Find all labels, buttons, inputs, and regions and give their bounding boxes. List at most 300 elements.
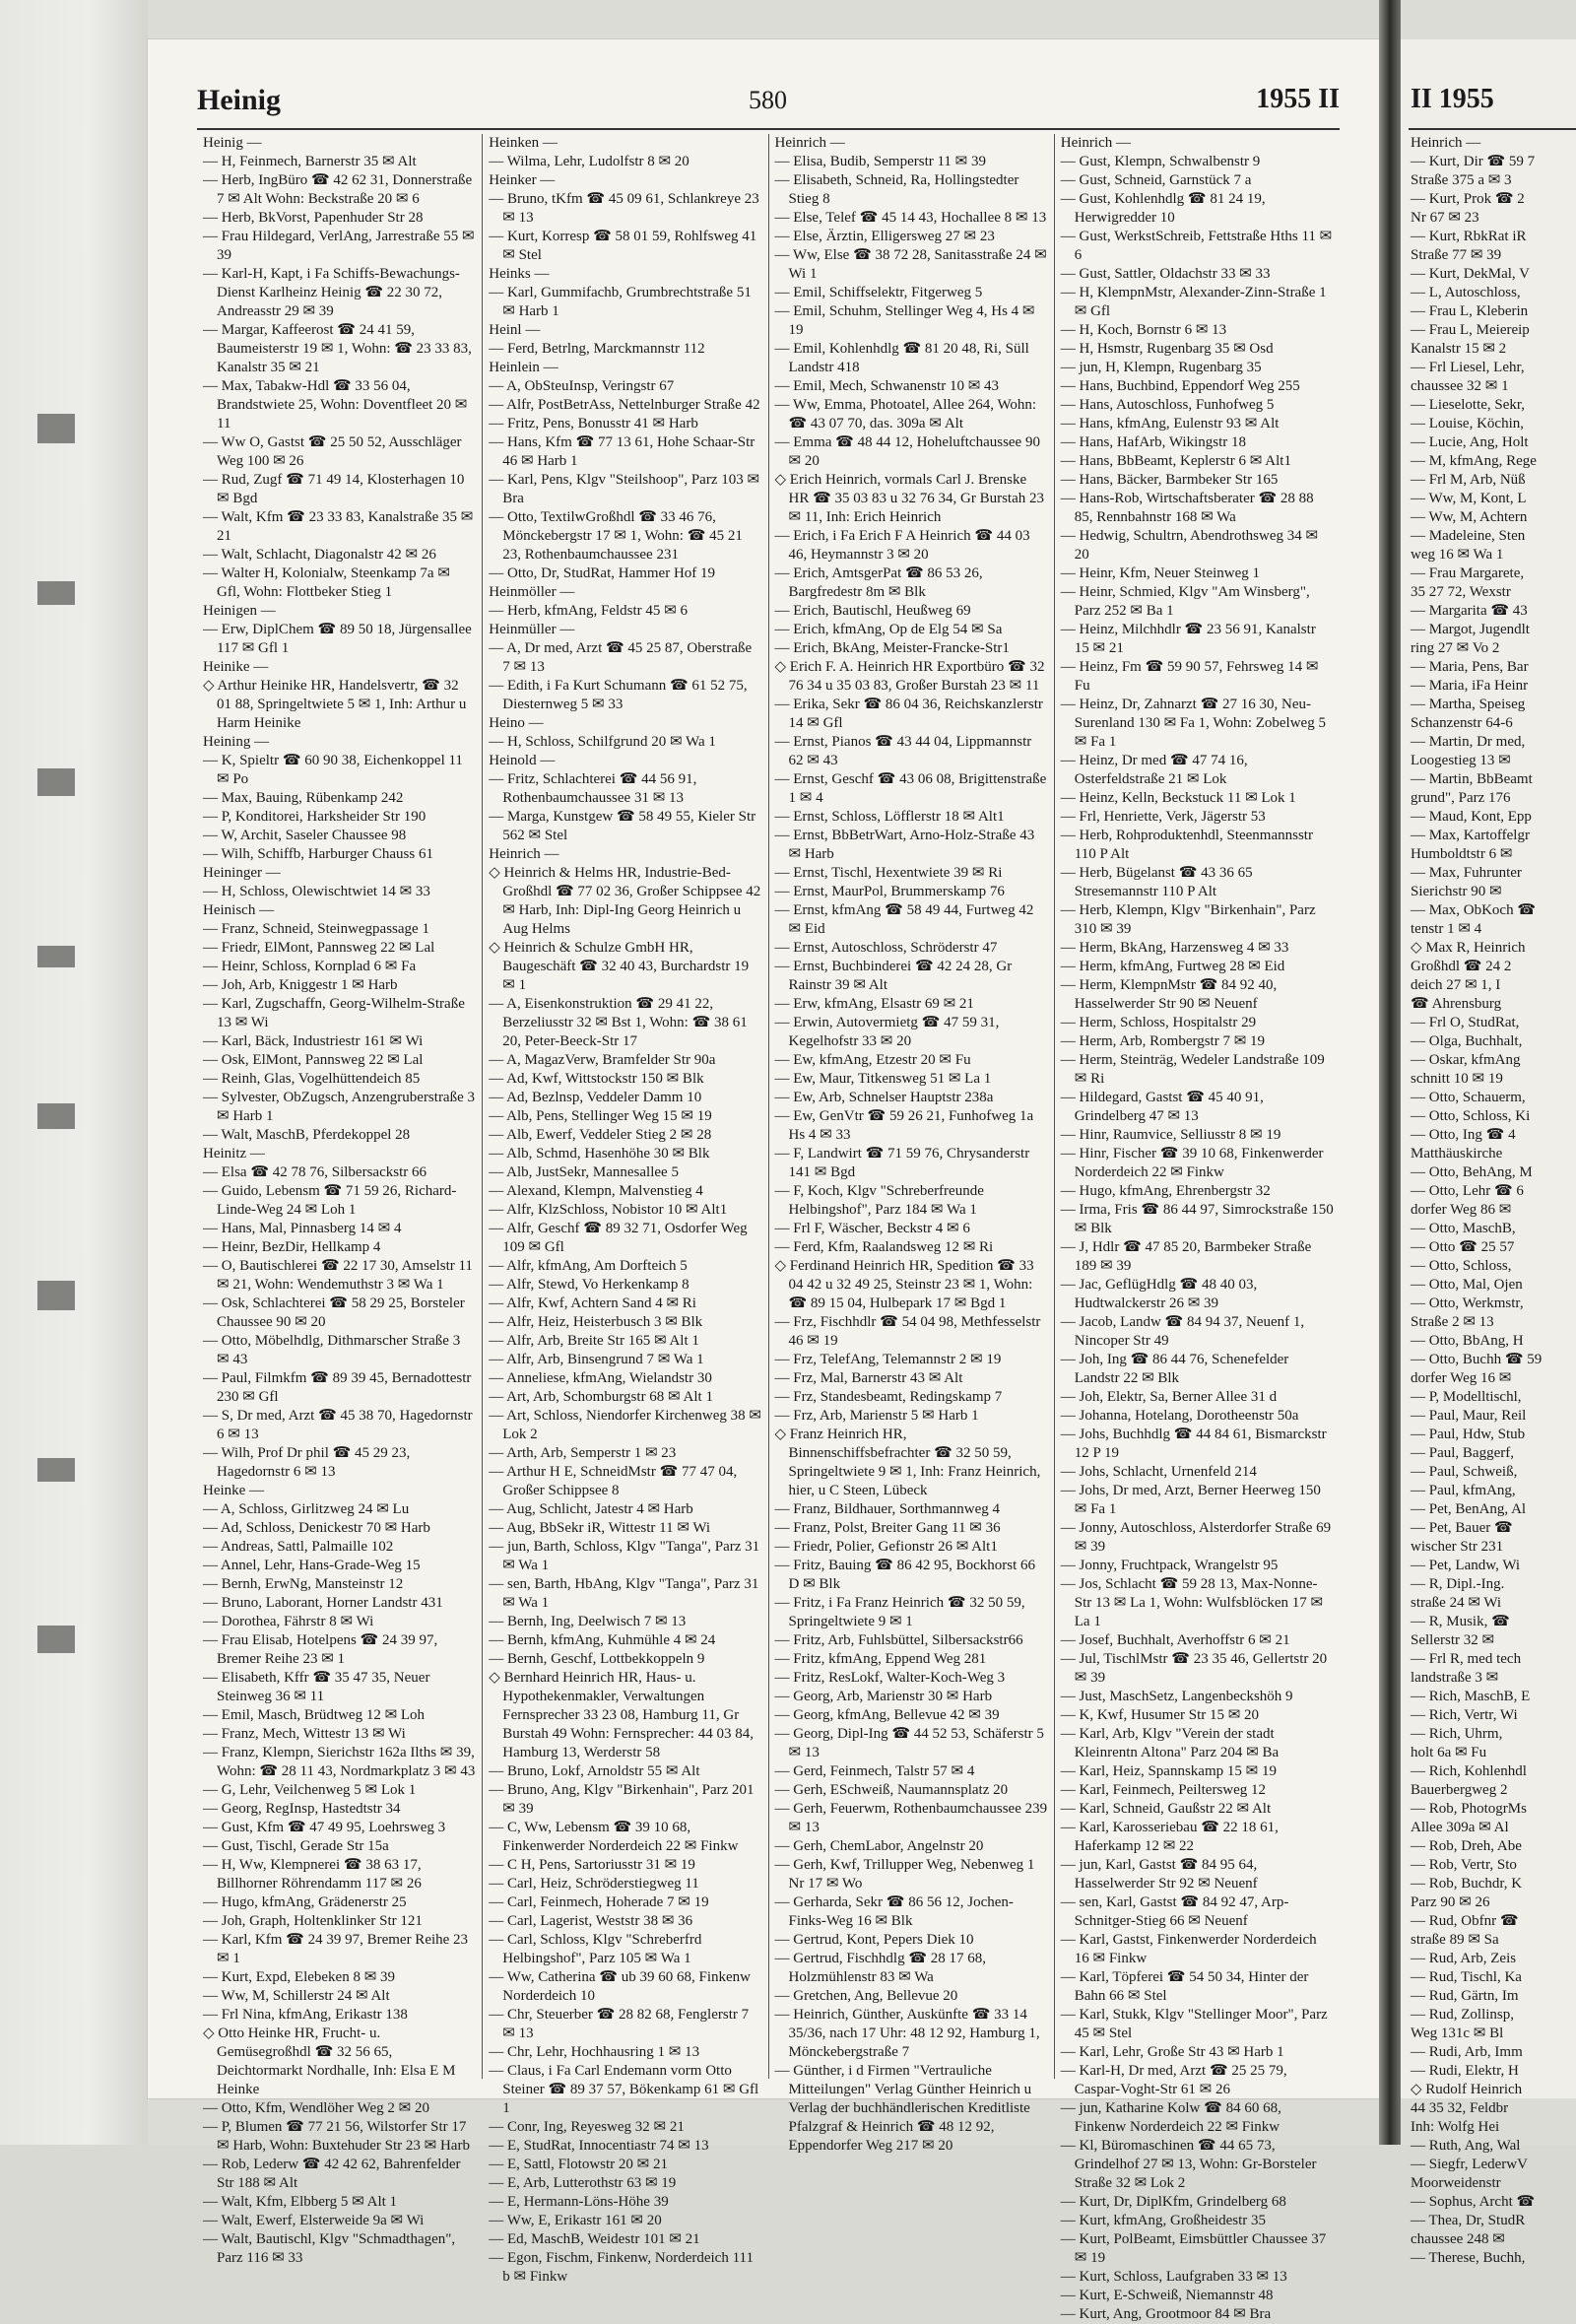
facing-page: [1401, 39, 1576, 2266]
directory-entry: — Gust, Kohlenhdlg ☎ 81 24 19, Herwigredder 10: [1060, 191, 1266, 226]
directory-entry: — Ferd, Kfm, Raalandsweg 12 ✉ Ri: [774, 1239, 994, 1255]
facing-entry: — Rob, Dreh, Abe: [1411, 1838, 1522, 1854]
facing-entry: — Rudi, Elektr, H: [1411, 2063, 1519, 2079]
directory-entry: — Conr, Ing, Reyesweg 32 ✉ 21: [489, 2119, 685, 2135]
directory-entry: — Ernst, Autoschloss, Schröderstr 47: [774, 940, 998, 956]
directory-entry: — Gust, WerkstSchreib, Fettstraße Hths 11 ✉ 6: [1060, 229, 1333, 263]
directory-entry: — Andreas, Sattl, Palmaille 102: [203, 1539, 394, 1555]
scan-mark: [37, 1458, 75, 1482]
directory-entry: — Karl, Zugschaffn, Georg-Wilhelm-Straße 13 ✉ Wi: [203, 996, 465, 1030]
directory-entry: — Jac, GeflügHdlg ☎ 48 40 03, Hudtwalckerstr 26 ✉ 39: [1060, 1277, 1258, 1311]
directory-entry: — Bruno, Lokf, Arnoldstr 55 ✉ Alt: [489, 1763, 700, 1779]
directory-entry: — Max, Tabakw-Hdl ☎ 33 56 04, Brandstwiete 25, Wohn: Doventfleet 20 ✉ 11: [203, 378, 468, 432]
directory-entry: Heinitz —: [203, 1146, 265, 1162]
directory-entry: — Hedwig, Schultrn, Abendrothsweg 34 ✉ 20: [1060, 528, 1319, 563]
directory-entry: — Friedr, ElMont, Pannsweg 22 ✉ Lal: [203, 940, 435, 956]
directory-entry: — Heinz, Kelln, Beckstuck 11 ✉ Lok 1: [1060, 790, 1296, 806]
directory-entry: — Georg, RegInsp, Hastedtstr 34: [203, 1801, 401, 1817]
directory-entry: — Bernh, Ing, Deelwisch 7 ✉ 13: [489, 1614, 687, 1629]
directory-entry: — Chr, Lehr, Hochhausring 1 ✉ 13: [489, 2044, 700, 2060]
scan-mark: [37, 581, 75, 605]
directory-entry: — Alfr, PostBetrAss, Nettelnburger Straße 42: [489, 397, 760, 413]
directory-entry: — Else, Telef ☎ 45 14 43, Hochallee 8 ✉ 13: [774, 210, 1047, 226]
directory-entry: — Osk, Schlachterei ☎ 58 29 25, Borsteler Chaussee 90 ✉ 20: [203, 1295, 465, 1330]
facing-entry: Bauerbergweg 2: [1411, 1782, 1508, 1798]
directory-entry: — Ad, Kwf, Wittstockstr 150 ✉ Blk: [489, 1071, 704, 1087]
facing-entry: — Ww, M, Kont, L: [1411, 491, 1527, 506]
directory-entry: — Walt, Ewerf, Elsterweide 9a ✉ Wi: [203, 2213, 425, 2228]
directory-entry: — Erich, kfmAng, Op de Elg 54 ✉ Sa: [774, 622, 1003, 637]
facing-entry: — Paul, Maur, Reil: [1411, 1408, 1527, 1424]
directory-entry: — Alexand, Klempn, Malvenstieg 4: [489, 1183, 703, 1199]
directory-entry: — Jonny, Fruchtpack, Wrangelstr 95: [1060, 1558, 1279, 1573]
directory-entry: ◇ Erich F. A. Heinrich HR Exportbüro ☎ 32 76 34 u 35 03 83, Großer Burstah 23 ✉ 11: [774, 659, 1045, 694]
directory-entry: — Ww, Catherina ☎ ub 39 60 68, Finkenw Norderdeich 10: [489, 1969, 751, 2004]
directory-entry: — H, Schloss, Schilfgrund 20 ✉ Wa 1: [489, 734, 716, 750]
facing-entry: — Sophus, Archt ☎: [1411, 2194, 1536, 2210]
directory-entry: — Aug, Schlicht, Jatestr 4 ✉ Harb: [489, 1501, 693, 1517]
scan-mark: [37, 946, 75, 967]
facing-entry: — Frl M, Arb, Nüß: [1411, 472, 1526, 488]
directory-entry: — Karl, Lehr, Große Str 43 ✉ Harb 1: [1060, 2044, 1284, 2060]
directory-entry: — P, Blumen ☎ 77 21 56, Wilstorfer Str 17 ✉ Harb, Wohn: Buxtehuder Str 23 ✉ Harb: [203, 2119, 470, 2154]
directory-entry: — Jacob, Landw ☎ 84 94 37, Neuenf 1, Nincoper Str 49: [1060, 1314, 1305, 1349]
facing-entry: landstraße 3 ✉: [1411, 1670, 1499, 1686]
directory-entry: — Karl, Pens, Klgv "Steilshoop", Parz 103 ✉ Bra: [489, 472, 760, 506]
directory-entry: — Rob, Lederw ☎ 42 42 62, Bahrenfelder Str 188 ✉ Alt: [203, 2157, 461, 2191]
directory-entry: — Karl, Töpferei ☎ 54 50 34, Hinter der Bahn 66 ✉ Stel: [1060, 1969, 1309, 2004]
directory-entry: — Ew, Arb, Schnelser Hauptstr 238a: [774, 1090, 994, 1105]
directory-entry: — Franz, Bildhauer, Sorthmannweg 4: [774, 1501, 1001, 1517]
directory-entry: — Hinr, Raumvice, Selliusstr 8 ✉ 19: [1060, 1127, 1281, 1143]
directory-entry: Heinlein —: [489, 360, 558, 375]
directory-entry: — Walt, Schlacht, Diagonalstr 42 ✉ 26: [203, 547, 436, 563]
facing-entry: — Therese, Buchh,: [1411, 2250, 1526, 2266]
facing-entry: — Rudi, Arb, Imm: [1411, 2044, 1523, 2060]
directory-entry: — Herb, Klempn, Klgv "Birkenhain", Parz 310 ✉ 39: [1060, 902, 1316, 937]
directory-entry: ◇ Heinrich & Schulze GmbH HR, Baugeschäft ☎ 32 40 43, Burchardstr 19 ✉ 1: [489, 940, 750, 993]
facing-entry: — Margot, Jugendlt: [1411, 622, 1530, 637]
directory-entry: Heinike —: [203, 659, 269, 675]
directory-entry: — Heinrich, Günther, Auskünfte ☎ 33 14 35/36, nach 17 Uhr: 48 12 92, Hamburg 1, Mönckebergstraße 7: [774, 2007, 1040, 2060]
facing-entry: Straße 2 ✉ 13: [1411, 1314, 1494, 1330]
directory-entry: ◇ Heinrich & Helms HR, Industrie-Bed-Großhdl ☎ 77 02 36, Großer Schippsee 42 ✉ Harb, Inh: Dipl-Ing Georg Heinrich u Aug Helms: [489, 865, 761, 937]
directory-entry: — O, Bautischlerei ☎ 22 17 30, Amselstr 11 ✉ 21, Wohn: Wendemuthstr 3 ✉ Wa 1: [203, 1258, 473, 1293]
directory-entry: — Bernh, kfmAng, Kuhmühle 4 ✉ 24: [489, 1632, 716, 1648]
facing-entry: Heinrich —: [1411, 135, 1481, 151]
facing-entry: — Max, Kartoffelgr: [1411, 828, 1530, 843]
directory-entry: — Georg, kfmAng, Bellevue 42 ✉ 39: [774, 1707, 1000, 1723]
directory-entry: — Georg, Arb, Marienstr 30 ✉ Harb: [774, 1689, 993, 1704]
facing-entry: — Oskar, kfmAng: [1411, 1052, 1521, 1068]
directory-entry: — G, Lehr, Veilchenweg 5 ✉ Lok 1: [203, 1782, 417, 1798]
directory-entry: — Alfr, Arb, Breite Str 165 ✉ Alt 1: [489, 1333, 699, 1349]
directory-entry: — Elsa ☎ 42 78 76, Silbersackstr 66: [203, 1164, 427, 1180]
facing-entry: — Olga, Buchhalt,: [1411, 1033, 1523, 1049]
facing-entry: wischer Str 231: [1411, 1539, 1504, 1555]
facing-entry: Parz 90 ✉ 26: [1411, 1894, 1490, 1910]
directory-entry: — jun, Barth, Schloss, Klgv "Tanga", Parz 31 ✉ Wa 1: [489, 1539, 760, 1573]
directory-entry: — Karl, Kfm ☎ 24 39 97, Bremer Reihe 23 ✉ 1: [203, 1932, 469, 1966]
directory-entry: — Walter H, Kolonialw, Steenkamp 7a ✉ Gfl, Wohn: Flottbeker Stieg 1: [203, 565, 450, 600]
directory-entry: — K, Kwf, Husumer Str 15 ✉ 20: [1060, 1707, 1260, 1723]
facing-entry: — Rud, Tischl, Ka: [1411, 1969, 1522, 1985]
directory-entry: — S, Dr med, Arzt ☎ 45 38 70, Hagedornstr 6 ✉ 13: [203, 1408, 473, 1442]
facing-entry: dorfer Weg 86 ✉: [1411, 1202, 1512, 1218]
facing-entry: dorfer Weg 16 ✉: [1411, 1370, 1512, 1386]
page-number: 580: [749, 86, 787, 114]
facing-entry: — R, Dipl.-Ing.: [1411, 1576, 1505, 1592]
directory-entry: — Erw, DiplChem ☎ 89 50 18, Jürgensallee 117 ✉ Gfl 1: [203, 622, 472, 656]
directory-entry: — Alb, Ewerf, Veddeler Stieg 2 ✉ 28: [489, 1127, 712, 1143]
directory-entry: — Gerd, Feinmech, Talstr 57 ✉ 4: [774, 1763, 975, 1779]
facing-entry: — Ruth, Ang, Wal: [1411, 2138, 1521, 2154]
directory-entry: — Emil, Schiffselektr, Fitgerweg 5: [774, 285, 983, 300]
directory-entry: — Franz, Mech, Wittestr 13 ✉ Wi: [203, 1726, 406, 1742]
facing-entry: — R, Musik, ☎: [1411, 1614, 1510, 1629]
directory-entry: — Kurt, kfmAng, Großheidestr 35: [1060, 2213, 1267, 2228]
directory-entry: — E, StudRat, Innocentiastr 74 ✉ 13: [489, 2138, 709, 2154]
directory-entry: — Franz, Klempn, Sierichstr 162a Ilths ✉ 39, Wohn: ☎ 28 11 43, Nordmarkplatz 3 ✉ 43: [203, 1745, 476, 1779]
facing-entry: — Rich, MaschB, E: [1411, 1689, 1531, 1704]
directory-entry: — Elisa, Budib, Semperstr 11 ✉ 39: [774, 154, 986, 169]
directory-entry: — Alfr, Kwf, Achtern Sand 4 ✉ Ri: [489, 1295, 696, 1311]
directory-entry: — Bernh, Geschf, Lottbekkoppeln 9: [489, 1651, 705, 1667]
scan-mark: [37, 1626, 75, 1653]
facing-entry: — Otto, Lehr ☎ 6: [1411, 1183, 1524, 1199]
directory-entry: — Emil, Masch, Brüdtweg 12 ✉ Loh: [203, 1707, 426, 1723]
directory-entry: — Frl Nina, kfmAng, Erikastr 138: [203, 2007, 408, 2023]
directory-entry: — Ernst, Buchbinderei ☎ 42 24 28, Gr Rainstr 39 ✉ Alt: [774, 959, 1013, 993]
directory-entry: — Carl, Feinmech, Hoherade 7 ✉ 19: [489, 1894, 709, 1910]
directory-entry: — Bernh, ErwNg, Mansteinstr 12: [203, 1576, 404, 1592]
directory-entry: — H, Ww, Klempnerei ☎ 38 63 17, Billhorner Röhrendamm 117 ✉ 26: [203, 1857, 422, 1892]
directory-entry: Heinmöller —: [489, 584, 575, 600]
directory-entry: — H, Hsmstr, Rugenbarg 35 ✉ Osd: [1060, 341, 1274, 357]
running-head-year: 1955 II: [1256, 84, 1340, 114]
facing-entry: deich 27 ✉ 1, I: [1411, 977, 1501, 993]
directory-entry: — Hans, kfmAng, Eulenstr 93 ✉ Alt: [1060, 416, 1280, 432]
directory-entry: — Gerh, ChemLabor, Angelnstr 20: [774, 1838, 984, 1854]
directory-entry: — Herm, KlempnMstr ☎ 84 92 40, Hasselwerder Str 90 ✉ Neuenf: [1060, 977, 1278, 1012]
facing-entry: — Kurt, Dir ☎ 59 7: [1411, 154, 1536, 169]
facing-entry: — Martin, Dr med,: [1411, 734, 1526, 750]
facing-entry: — Rich, Kohlenhdl: [1411, 1763, 1527, 1779]
directory-entry: — jun, H, Klempn, Rugenbarg 35: [1060, 360, 1262, 375]
directory-entry: — Johs, Schlacht, Urnenfeld 214: [1060, 1464, 1257, 1480]
directory-entry: — Else, Ärztin, Elligersweg 27 ✉ 23: [774, 229, 995, 244]
directory-entry: — Carl, Heiz, Schröderstiegweg 11: [489, 1876, 699, 1892]
facing-entry: — Frl Liesel, Lehr,: [1411, 360, 1525, 375]
directory-entry: ◇ Bernhard Heinrich HR, Haus- u. Hypothekenmakler, Verwaltungen Fernsprecher 33 23 08, Hamburg 11, Gr Burstah 49 Wohn: Fernsprecher: 44 03 84, Hamburg 13, Werderstr 58: [489, 1670, 754, 1760]
directory-entry: Heinrich —: [774, 135, 845, 151]
directory-entry: — Just, MaschSetz, Langenbeckshöh 9: [1060, 1689, 1293, 1704]
directory-entry: — Margar, Kaffeerost ☎ 24 41 59, Baumeisterstr 19 ✉ 1, Wohn: ☎ 23 33 83, Kanalstr 35 ✉ 21: [203, 322, 472, 375]
facing-entry: — L, Autoschloss,: [1411, 285, 1521, 300]
page-header: [197, 84, 1340, 123]
directory-entry: — Herm, Schloss, Hospitalstr 29: [1060, 1015, 1257, 1030]
directory-entry: — Gust, Schneid, Garnstück 7 a: [1060, 172, 1252, 188]
facing-entry: Matthäuskirche: [1411, 1146, 1503, 1162]
directory-entry: — Joh, Elektr, Sa, Berner Allee 31 d: [1060, 1389, 1278, 1405]
scan-mark: [37, 1103, 75, 1129]
facing-entry: — Lieselotte, Sekr,: [1411, 397, 1526, 413]
facing-entry: — Rud, Gärtn, Im: [1411, 1988, 1519, 2004]
directory-entry: — Alb, Schmd, Hasenhöhe 30 ✉ Blk: [489, 1146, 710, 1162]
facing-entry: — Paul, Baggerf,: [1411, 1445, 1514, 1461]
facing-entry: Humboldtstr 6 ✉: [1411, 846, 1513, 862]
directory-entry: — Jonny, Autoschloss, Alsterdorfer Straße 69 ✉ 39: [1060, 1520, 1332, 1555]
directory-entry: — Herm, BkAng, Harzensweg 4 ✉ 33: [1060, 940, 1289, 956]
directory-entry: — Johs, Buchhdlg ☎ 44 84 61, Bismarckstr 12 P 19: [1060, 1427, 1327, 1461]
directory-entry: — Karl, Gastst, Finkenwerder Norderdeich 16 ✉ Finkw: [1060, 1932, 1317, 1966]
facing-entry: — Maria, Pens, Bar: [1411, 659, 1529, 675]
directory-entry: Heining —: [203, 734, 270, 750]
facing-entry: — Rud, Obfnr ☎: [1411, 1913, 1519, 1929]
facing-entry: straße 24 ✉ Wi: [1411, 1595, 1502, 1611]
facing-entry: — Maria, iFa Heinr: [1411, 678, 1529, 694]
facing-entry: grund", Parz 176: [1411, 790, 1511, 806]
directory-entry: Heinold —: [489, 753, 556, 768]
directory-entry: Heinken —: [489, 135, 558, 151]
facing-entry: — Rob, PhotogrMs: [1411, 1801, 1527, 1817]
directory-entry: — Günther, i d Firmen "Vertrauliche Mitteilungen" Verlag Günther Heinrich u Verlag der buchhändlerischen Kreditliste Pfalzgraf & Heinrich ☎ 48 12 92, Eppendorfer Weg 217 ✉ 20: [774, 2063, 1032, 2154]
directory-entry: — Gertrud, Fischhdlg ☎ 28 17 68, Holzmühlenstr 83 ✉ Wa: [774, 1951, 987, 1985]
directory-entry: — Gust, Klempn, Schwalbenstr 9: [1060, 154, 1261, 169]
directory-entry: — Walt, MaschB, Pferdekoppel 28: [203, 1127, 411, 1143]
directory-entry: — H, Schloss, Olewischtwiet 14 ✉ 33: [203, 884, 430, 899]
directory-entry: — Emil, Mech, Schwanenstr 10 ✉ 43: [774, 378, 1000, 394]
directory-entry: — Gust, Sattler, Oldachstr 33 ✉ 33: [1060, 266, 1271, 282]
facing-entry: Sierichstr 90 ✉: [1411, 884, 1502, 899]
directory-entry: — Guido, Lebensm ☎ 71 59 26, Richard-Linde-Weg 24 ✉ Loh 1: [203, 1183, 457, 1218]
directory-entry: — Herb, Rohproduktenhdl, Steenmannsstr 110 P Alt: [1060, 828, 1313, 862]
directory-entry: — Herb, BkVorst, Papenhuder Str 28: [203, 210, 424, 226]
facing-page-entries: [1411, 134, 1576, 2268]
directory-entry: ◇ Ferdinand Heinrich HR, Spedition ☎ 33 04 42 u 32 49 25, Steinstr 23 ✉ 1, Wohn: ☎ 89 15 04, Hulbepark 17 ✉ Bgd 1: [774, 1258, 1034, 1311]
directory-entry: — Friedr, Polier, Gefionstr 26 ✉ Alt1: [774, 1539, 998, 1555]
directory-entry: — Elisabeth, Kffr ☎ 35 47 35, Neuer Steinweg 36 ✉ 11: [203, 1670, 430, 1704]
facing-entry: — Frau Margarete,: [1411, 565, 1525, 581]
facing-entry: straße 89 ✉ Sa: [1411, 1932, 1499, 1948]
facing-entry: — Kurt, RbkRat iR: [1411, 229, 1527, 244]
column-4: [1055, 134, 1340, 2322]
directory-entry: — Kurt, Schloss, Laufgraben 33 ✉ 13: [1060, 2269, 1287, 2285]
directory-entry: — Joh, Arb, Kniggestr 1 ✉ Harb: [203, 977, 398, 993]
directory-entry: — P, Konditorei, Harksheider Str 190: [203, 809, 427, 825]
directory-entry: — Karl, Stukk, Klgv "Stellinger Moor", Parz 45 ✉ Stel: [1060, 2007, 1328, 2041]
facing-entry: Weg 131c ✉ Bl: [1411, 2025, 1504, 2041]
directory-entry: — H, KlempnMstr, Alexander-Zinn-Straße 1 ✉ Gfl: [1060, 285, 1327, 319]
directory-entry: — Ww, Else ☎ 38 72 28, Sanitasstraße 24 ✉ Wi 1: [774, 247, 1047, 282]
directory-entry: — Fritz, Bauing ☎ 86 42 95, Bockhorst 66 D ✉ Blk: [774, 1558, 1036, 1592]
directory-entry: — Annel, Lehr, Hans-Grade-Weg 15: [203, 1558, 421, 1573]
directory-entry: — Frz, Mal, Barnerstr 43 ✉ Alt: [774, 1370, 963, 1386]
directory-entry: — Ernst, kfmAng ☎ 58 49 44, Furtweg 42 ✉ Eid: [774, 902, 1034, 937]
directory-entry: — W, Archit, Saseler Chaussee 98: [203, 828, 407, 843]
directory-entry: — Gerh, Feuerwm, Rothenbaumchaussee 239 ✉ 13: [774, 1801, 1048, 1835]
directory-entry: — Hans, HafArb, Wikingstr 18: [1060, 434, 1247, 450]
directory-entry: — Karl, Feinmech, Peiltersweg 12: [1060, 1782, 1267, 1798]
directory-entry: Heinisch —: [203, 902, 275, 918]
directory-entry: Heinl —: [489, 322, 541, 338]
directory-entry: — Arth, Arb, Semperstr 1 ✉ 23: [489, 1445, 677, 1461]
directory-entry: — Sylvester, ObZugsch, Anzengruberstraße 3 ✉ Harb 1: [203, 1090, 475, 1124]
directory-entry: — Irma, Fris ☎ 86 44 97, Simrockstraße 150 ✉ Blk: [1060, 1202, 1334, 1236]
facing-entry: — Paul, kfmAng,: [1411, 1483, 1516, 1498]
book-gutter: [1379, 0, 1401, 2145]
facing-entry: Straße 77 ✉ 39: [1411, 247, 1502, 263]
facing-entry: — Otto, MaschB,: [1411, 1221, 1516, 1236]
directory-entry: Heino —: [489, 715, 544, 731]
directory-entry: — Bruno, tKfm ☎ 45 09 61, Schlankreye 23 ✉ 13: [489, 191, 759, 226]
directory-entry: — Jos, Schlacht ☎ 59 28 13, Max-Nonne-Str 13 ✉ La 1, Wohn: Wulfsblöcken 17 ✉ La 1: [1060, 1576, 1324, 1629]
directory-entry: — Alfr, Stewd, Vo Herkenkamp 8: [489, 1277, 690, 1293]
directory-entry: — H, Koch, Bornstr 6 ✉ 13: [1060, 322, 1227, 338]
directory-entry: — Karl-H, Dr med, Arzt ☎ 25 25 79, Caspar-Voght-Str 61 ✉ 26: [1060, 2063, 1287, 2097]
directory-entry: — Ed, MaschB, Weidestr 101 ✉ 21: [489, 2231, 700, 2247]
directory-entry: — Emil, Kohlenhdlg ☎ 81 20 48, Ri, Süll Landstr 418: [774, 341, 1029, 375]
facing-entry: Nr 67 ✉ 23: [1411, 210, 1479, 226]
facing-entry: — Martin, BbBeamt: [1411, 771, 1533, 787]
facing-entry: Sellerstr 32 ✉: [1411, 1632, 1495, 1648]
directory-entry: — Alfr, Arb, Binsengrund 7 ✉ Wa 1: [489, 1352, 704, 1367]
directory-entry: — Karl, Schneid, Gaußstr 22 ✉ Alt: [1060, 1801, 1272, 1817]
directory-entry: — Fritz, ResLokf, Walter-Koch-Weg 3: [774, 1670, 1006, 1686]
scan-mark: [37, 1281, 75, 1310]
facing-entry: — Otto, Mal, Ojen: [1411, 1277, 1523, 1293]
left-margin-strip: [0, 0, 148, 2145]
directory-entry: — Hugo, kfmAng, Ehrenbergstr 32: [1060, 1183, 1271, 1199]
facing-entry: weg 16 ✉ Wa 1: [1411, 547, 1504, 563]
directory-entry: — Herm, Steinträg, Wedeler Landstraße 109 ✉ Ri: [1060, 1052, 1325, 1087]
facing-entry: Straße 375 a ✉ 3: [1411, 172, 1512, 188]
directory-entry: — F, Landwirt ☎ 71 59 76, Chrysanderstr 141 ✉ Bgd: [774, 1146, 1030, 1180]
directory-entry: — Kurt, E-Schweiß, Niemannstr 48: [1060, 2288, 1274, 2303]
facing-entry: — Siegfr, LederwV: [1411, 2157, 1528, 2172]
directory-entry: — Anneliese, kfmAng, Wielandstr 30: [489, 1370, 712, 1386]
directory-entry: — Marga, Kunstgew ☎ 58 49 55, Kieler Str 562 ✉ Stel: [489, 809, 756, 843]
directory-entry: — Frl F, Wäscher, Beckstr 4 ✉ 6: [774, 1221, 970, 1236]
directory-entry: — Aug, BbSekr iR, Wittestr 11 ✉ Wi: [489, 1520, 711, 1536]
directory-entry: Heinrich —: [489, 846, 559, 862]
directory-entry: — Herm, kfmAng, Furtweg 28 ✉ Eid: [1060, 959, 1285, 974]
facing-entry: — Martha, Speiseg: [1411, 697, 1526, 712]
facing-entry: — Otto, Schauerm,: [1411, 1090, 1526, 1105]
directory-entry: — Herm, Arb, Rombergstr 7 ✉ 19: [1060, 1033, 1266, 1049]
directory-entry: — Kurt, PolBeamt, Eimsbüttler Chaussee 37 ✉ 19: [1060, 2231, 1327, 2266]
directory-entry: — Wilh, Prof Dr phil ☎ 45 29 23, Hagedornstr 6 ✉ 13: [203, 1445, 411, 1480]
directory-entry: — A, Eisenkonstruktion ☎ 29 41 22, Berzeliusstr 32 ✉ Bst 1, Wohn: ☎ 38 61 20, Peter-Beeck-Str 17: [489, 996, 748, 1049]
facing-entry: — Rob, Vertr, Sto: [1411, 1857, 1517, 1873]
directory-entry: — Egon, Fischm, Finkenw, Norderdeich 111 b ✉ Finkw: [489, 2250, 754, 2285]
directory-entry: — sen, Barth, HbAng, Klgv "Tanga", Parz 31 ✉ Wa 1: [489, 1576, 759, 1611]
directory-entry: — E, Sattl, Flotowstr 20 ✉ 21: [489, 2157, 668, 2172]
directory-entry: Heinrich —: [1060, 135, 1131, 151]
directory-entry: — Frau Hildegard, VerlAng, Jarrestraße 55 ✉ 39: [203, 229, 475, 263]
facing-entry: 35 27 72, Wexstr: [1411, 584, 1511, 600]
directory-entry: — Heinr, Schloss, Kornplad 6 ✉ Fa: [203, 959, 417, 974]
directory-entry: — Otto, TextilwGroßhdl ☎ 33 46 76, Mönckebergstr 17 ✉ 1, Wohn: ☎ 45 21 23, Rothenbaumchaussee 231: [489, 509, 743, 563]
directory-entry: — Walt, Kfm, Elbberg 5 ✉ Alt 1: [203, 2194, 398, 2210]
directory-entry: — Ad, Schloss, Denickestr 70 ✉ Harb: [203, 1520, 430, 1536]
directory-entry: — Wilh, Schiffb, Harburger Chauss 61: [203, 846, 433, 862]
directory-entry: — Elisabeth, Schneid, Ra, Hollingstedter Stieg 8: [774, 172, 1019, 207]
directory-entry: — Ew, kfmAng, Etzestr 20 ✉ Fu: [774, 1052, 971, 1068]
directory-entry: — Frz, Standesbeamt, Redingskamp 7: [774, 1389, 1003, 1405]
facing-entry: ring 27 ✉ Vo 2: [1411, 640, 1500, 656]
facing-entry: — Frau L, Meiereip: [1411, 322, 1530, 338]
directory-entry: — Karl, Gummifachb, Grumbrechtstraße 51 ✉ Harb 1: [489, 285, 752, 319]
facing-entry: — Frau L, Kleberin: [1411, 303, 1529, 319]
directory-entry: — Ww, M, Schillerstr 24 ✉ Alt: [203, 1988, 390, 2004]
directory-entry: — Alfr, Heiz, Heisterbusch 3 ✉ Blk: [489, 1314, 703, 1330]
directory-entry: — Johanna, Hotelang, Dorotheenstr 50a: [1060, 1408, 1299, 1424]
directory-entry: — Emma ☎ 48 44 12, Hoheluftchaussee 90 ✉ 20: [774, 434, 1040, 469]
directory-entry: — Kurt, Ang, Grootmoor 84 ✉ Bra: [1060, 2306, 1272, 2322]
directory-entry: — Joh, Graph, Holtenklinker Str 121: [203, 1913, 423, 1929]
directory-entry: — Fritz, kfmAng, Eppend Weg 281: [774, 1651, 987, 1667]
facing-entry: holt 6a ✉ Fu: [1411, 1745, 1487, 1760]
directory-entry: — Johs, Dr med, Arzt, Berner Heerweg 150 ✉ Fa 1: [1060, 1483, 1321, 1517]
directory-entry: — jun, Katharine Kolw ☎ 84 60 68, Finkenw Norderdeich 22 ✉ Finkw: [1060, 2100, 1281, 2135]
scan-mark: [37, 768, 75, 796]
directory-entry: — Frz, Fischhdlr ☎ 54 04 98, Methfesselstr 46 ✉ 19: [774, 1314, 1041, 1349]
directory-entry: — Rud, Zugf ☎ 71 49 14, Klosterhagen 10 ✉ Bgd: [203, 472, 465, 506]
facing-entry: — Rob, Buchdr, K: [1411, 1876, 1523, 1892]
directory-entry: — Erika, Sekr ☎ 86 04 36, Reichskanzlerstr 14 ✉ Gfl: [774, 697, 1043, 731]
directory-entry: Heinmüller —: [489, 622, 575, 637]
directory-entry: — Kl, Büromaschinen ☎ 44 65 73, Grindelhof 27 ✉ 13, Wohn: Gr-Borsteler Straße 32 ✉ Lok 2: [1060, 2138, 1317, 2191]
facing-entry: Allee 309a ✉ Al: [1411, 1820, 1509, 1835]
directory-entry: — E, Arb, Lutterothstr 63 ✉ 19: [489, 2175, 677, 2191]
directory-entry: — Max, Bauing, Rübenkamp 242: [203, 790, 404, 806]
facing-entry: Großhdl ☎ 24 2: [1411, 959, 1512, 974]
facing-entry: — Thea, Dr, StudR: [1411, 2213, 1526, 2228]
directory-entry: — A, MagazVerw, Bramfelder Str 90a: [489, 1052, 716, 1068]
directory-entry: — Walt, Kfm ☎ 23 33 83, Kanalstraße 35 ✉ 21: [203, 509, 474, 544]
directory-entry: — Heinr, Schmied, Klgv "Am Winsberg", Parz 252 ✉ Ba 1: [1060, 584, 1310, 619]
facing-entry: — Frl R, med tech: [1411, 1651, 1522, 1667]
directory-entry: — Paul, Filmkfm ☎ 89 39 45, Bernadottestr 230 ✉ Gfl: [203, 1370, 472, 1405]
facing-entry: — Paul, Hdw, Stub: [1411, 1427, 1526, 1442]
directory-entry: Heininger —: [203, 865, 281, 881]
directory-entry: — Josef, Buchhalt, Averhoffstr 6 ✉ 21: [1060, 1632, 1290, 1648]
facing-entry: — Louise, Köchin,: [1411, 416, 1524, 432]
facing-entry: — Madeleine, Sten: [1411, 528, 1526, 544]
directory-entry: — Hans, Buchbind, Eppendorf Weg 255: [1060, 378, 1300, 394]
facing-entry: — Rich, Vertr, Wi: [1411, 1707, 1518, 1723]
facing-entry: — Otto, BehAng, M: [1411, 1164, 1533, 1180]
directory-entry: — J, Hdlr ☎ 47 85 20, Barmbeker Straße 189 ✉ 39: [1060, 1239, 1312, 1274]
directory-entry: — Alb, Pens, Stellinger Weg 15 ✉ 19: [489, 1108, 712, 1124]
facing-entry: — Otto, Buchh ☎ 59: [1411, 1352, 1543, 1367]
directory-entry: — Karl, Arb, Klgv "Verein der stadt Kleinrentn Altona" Parz 204 ✉ Ba: [1060, 1726, 1280, 1760]
directory-entry: — Hildegard, Gastst ☎ 45 40 91, Grindelberg 47 ✉ 13: [1060, 1090, 1264, 1124]
directory-entry: — Heinz, Fm ☎ 59 90 57, Fehrsweg 14 ✉ Fu: [1060, 659, 1319, 694]
directory-entry: — Hugo, kfmAng, Grädenerstr 25: [203, 1894, 407, 1910]
directory-entry: — Jul, TischlMstr ☎ 23 35 46, Gellertstr 20 ✉ 39: [1060, 1651, 1328, 1686]
directory-entry: ◇ Arthur Heinike HR, Handelsvertr, ☎ 32 01 88, Springeltwiete 5 ✉ 1, Inh: Arthur u Harm Heinike: [203, 678, 467, 731]
directory-entry: — F, Koch, Klgv "Schreberfreunde Helbingshof", Parz 184 ✉ Wa 1: [774, 1183, 984, 1218]
directory-entry: — Heinr, Kfm, Neuer Steinweg 1: [1060, 565, 1261, 581]
directory-entry: — Ew, Maur, Titkensweg 51 ✉ La 1: [774, 1071, 992, 1087]
facing-entry: — Frl O, StudRat,: [1411, 1015, 1520, 1030]
directory-entry: — Frz, Arb, Marienstr 5 ✉ Harb 1: [774, 1408, 979, 1424]
directory-entry: — Fritz, Pens, Bonusstr 41 ✉ Harb: [489, 416, 698, 432]
directory-entry: — Carl, Schloss, Klgv "Schreberfrd Helbingshof", Parz 105 ✉ Wa 1: [489, 1932, 702, 1966]
header-rule: [197, 128, 1340, 130]
